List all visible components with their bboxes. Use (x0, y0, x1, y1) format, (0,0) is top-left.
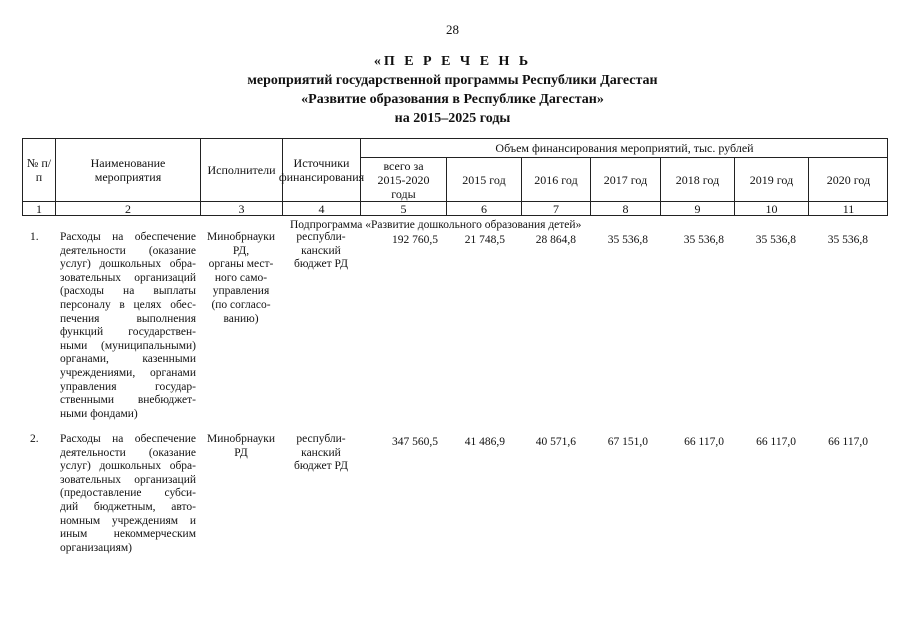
row-executors (201, 433, 281, 460)
header-sources: Источники финансирования (278, 156, 365, 184)
name-line: услуг) дошкольных обра- (60, 460, 196, 473)
index-cell: 7 (553, 202, 559, 216)
exec-line: РД (234, 446, 248, 459)
name-line: (предоставление субси- (60, 487, 196, 500)
header-year: 2016 год (534, 172, 578, 187)
name-line: ными (муниципальными) (60, 339, 196, 352)
name-line: органами, казенными (60, 353, 196, 366)
document-title (0, 52, 905, 128)
source-line: бюджет РД (294, 258, 348, 271)
row-executors (201, 231, 281, 326)
source-line: республи- (296, 433, 346, 445)
exec-line: Минобрнауки (206, 433, 276, 445)
header-year: 2020 год (826, 172, 871, 187)
name-line: функций государствен- (60, 326, 196, 339)
row-number: 1. (30, 231, 39, 243)
row-value-2018: 35 536,8 (683, 234, 724, 246)
exec-line: РД, (232, 244, 250, 257)
index-cell: 3 (238, 202, 245, 216)
name-line: зовательных организаций (60, 473, 196, 486)
header-num: № п/п (26, 156, 52, 184)
row-value-2015: 21 748,5 (464, 234, 505, 246)
name-line: учреждениями, органами (60, 366, 196, 379)
name-line: (расходы на выплаты (60, 285, 196, 298)
header-year: 2019 год (749, 172, 794, 187)
row-source (285, 433, 357, 474)
name-line: Расходы на обеспечение (60, 231, 196, 243)
row-value-2016: 40 571,6 (535, 436, 576, 448)
name-line: дий бюджетным, авто- (60, 500, 196, 513)
exec-line: ного само- (214, 271, 268, 284)
index-cell: 4 (318, 202, 325, 216)
exec-line: управления (212, 285, 270, 298)
name-line: печения выполнения (60, 312, 196, 325)
name-line: деятельности (оказание (60, 244, 196, 257)
row-source (285, 231, 357, 272)
index-cell: 2 (125, 202, 131, 216)
subprogram-heading: Подпрограмма «Развитие дошкольного образования детей» (290, 219, 582, 231)
row-number: 2. (30, 433, 39, 445)
exec-line: (по согласо- (211, 298, 271, 311)
title-line-2: мероприятий государственной программы Республики Дагестан (247, 73, 658, 88)
title-line-1: «П Е Р Е Ч Е Н Ь (373, 54, 532, 69)
index-cell: 1 (36, 202, 42, 216)
header-year: 2017 год (603, 172, 648, 187)
name-line: иным некоммерческим (60, 528, 196, 541)
name-line: зовательных организаций (60, 271, 196, 284)
row-name (60, 433, 196, 555)
name-line: Расходы на обеспечение (60, 433, 196, 445)
name-line: номным учреждениям и (60, 514, 196, 527)
header-year: 2018 год (675, 172, 720, 187)
row-value-2016: 28 864,8 (535, 234, 576, 246)
index-cell: 11 (842, 202, 855, 216)
header-total: всего за 2015-2020 годы (377, 158, 430, 201)
row-value-2020: 35 536,8 (827, 234, 868, 246)
row-value-2018: 66 117,0 (684, 436, 724, 448)
index-cell: 5 (400, 202, 407, 216)
row-total: 347 560,5 (392, 436, 438, 448)
title-line-4: на 2015–2025 годы (394, 111, 511, 126)
source-line: республи- (296, 231, 346, 243)
row-value-2015: 41 486,9 (464, 436, 505, 448)
exec-line: Минобрнауки (206, 231, 276, 243)
name-line: услуг) дошкольных обра- (60, 258, 196, 271)
index-cell: 8 (622, 202, 629, 216)
source-line: канский (301, 446, 341, 459)
header-executors: Исполнители (207, 163, 276, 177)
name-line: персоналу в целях обес- (60, 298, 196, 311)
row-name (60, 231, 196, 421)
row-value-2020: 66 117,0 (828, 436, 868, 448)
name-line: деятельности (оказание (60, 446, 196, 459)
row-value-2017: 67 151,0 (607, 436, 648, 448)
row-value-2019: 66 117,0 (756, 436, 796, 448)
name-line: ственными внебюджет- (60, 394, 196, 407)
row-value-2019: 35 536,8 (755, 234, 796, 246)
row-value-2017: 35 536,8 (607, 234, 648, 246)
header-funding-group: Объем финансирования мероприятий, тыс. рублей (495, 141, 754, 155)
index-cell: 10 (765, 202, 778, 216)
exec-line: ванию) (223, 312, 259, 325)
source-line: бюджет РД (294, 460, 348, 473)
source-line: канский (301, 244, 341, 257)
exec-line: органы мест- (208, 258, 274, 271)
name-line: управления государ- (60, 380, 196, 393)
index-cell: 9 (694, 202, 701, 216)
title-line-3: «Развитие образования в Республике Дагестан» (301, 92, 604, 107)
header-name: Наименование мероприятия (90, 156, 166, 184)
header-year: 2015 год (462, 172, 506, 187)
row-total: 192 760,5 (392, 234, 438, 246)
name-line: ными фондами) (60, 407, 138, 420)
page-number: 28 (446, 22, 459, 37)
index-cell: 6 (481, 202, 487, 216)
name-line: организациям) (60, 541, 132, 554)
